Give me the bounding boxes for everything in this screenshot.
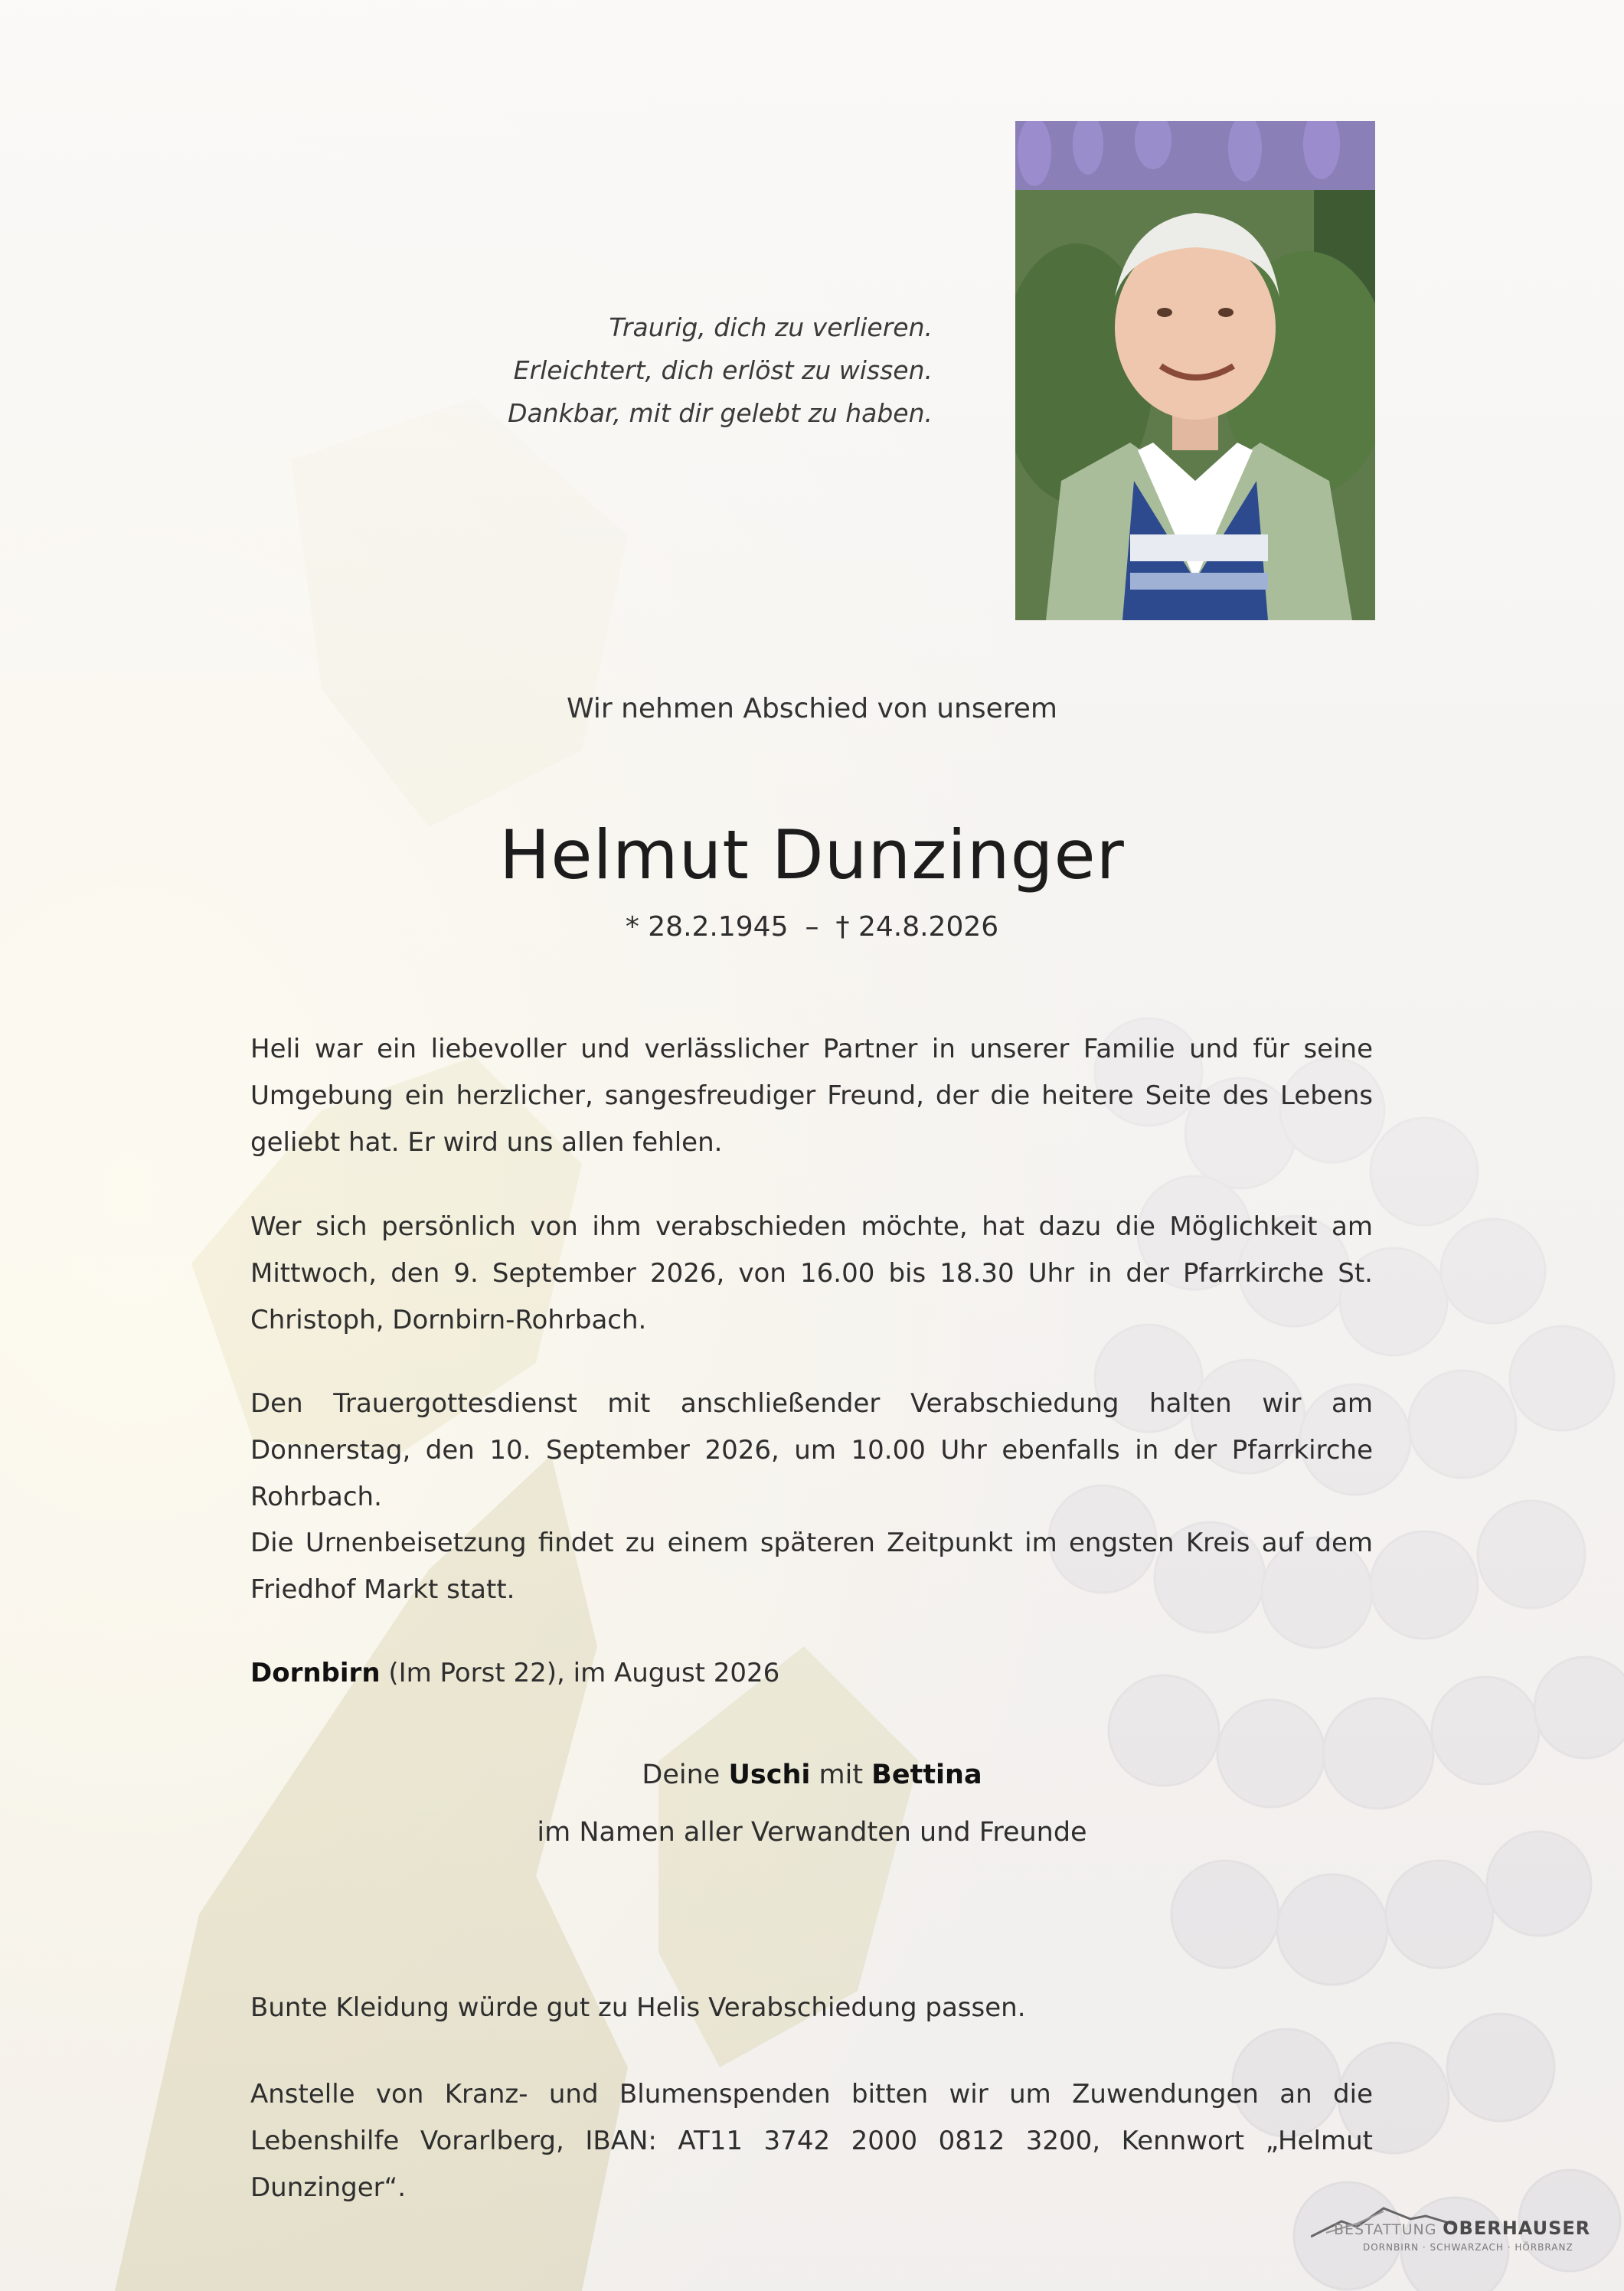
verse-line-1: Traurig, dich zu verlieren.: [609, 312, 933, 342]
signature-relatives: im Namen aller Verwandten und Freunde: [537, 1817, 1087, 1848]
deceased-name: Helmut Dunzinger: [499, 815, 1125, 894]
birth-date: * 28.2.1945: [625, 911, 789, 943]
logo-brand: OBERHAUSER: [1443, 2217, 1591, 2239]
place-and-date: [250, 1650, 1373, 1697]
burial-paragraph: Die Urnenbeisetzung findet zu einem späteren Zeitpunkt im engsten Kreis auf dem Friedhof Markt statt.: [250, 1528, 1373, 1605]
life-dates: [0, 911, 1624, 943]
portrait-photo: [1015, 121, 1375, 620]
death-date: † 24.8.2026: [835, 911, 999, 943]
verse-line-3: Dankbar, mit dir gelebt zu haben.: [508, 398, 933, 428]
verse-line-2: Erleichtert, dich erlöst zu wissen.: [513, 355, 933, 385]
signature-name-2: Bettina: [871, 1760, 982, 1790]
logo-wordmark: [1334, 2217, 1590, 2239]
viewing-paragraph: Wer sich persönlich von ihm verabschieden möchte, hat dazu die Möglichkeit am Mittwoch, den 9. September 2026, von 16.00 bis 18.30 Uhr in der Pfarrkirche St. Christoph, Dornbirn-Rohrbach.: [250, 1211, 1373, 1335]
place-rest: (Im Porst 22), im August 2026: [380, 1658, 780, 1688]
date-separator: –: [805, 911, 819, 943]
place-city: Dornbirn: [250, 1658, 381, 1688]
signature-name-1: Uschi: [728, 1760, 811, 1790]
tribute-paragraph: Heli war ein liebevoller und verlässlicher Partner in unserer Familie und für seine Umgebung ein herzlicher, sangesfreudiger Freund, der die heitere Seite des Lebens geliebt hat. Er wird uns allen fehlen.: [250, 1034, 1373, 1158]
logo-prefix: BESTATTUNG: [1334, 2221, 1437, 2238]
logo-locations: DORNBIRN · SCHWARZACH · HÖRBRANZ: [1363, 2242, 1573, 2253]
donation-note: Anstelle von Kranz- und Blumenspenden bitten wir um Zuwendungen an die Lebenshilfe Vorarlberg, IBAN: AT11 3742 2000 0812 3200, Kennwort „Helmut Dunzinger“.: [250, 2079, 1373, 2203]
funeral-home-logo: [1311, 2202, 1591, 2263]
signature-deine: Deine: [642, 1760, 729, 1790]
memorial-verse: [368, 306, 933, 435]
service-paragraph: Den Trauergottesdienst mit anschließender Verabschiedung halten wir am Donnerstag, den 10. September 2026, um 10.00 Uhr ebenfalls in der Pfarrkirche Rohrbach.: [250, 1388, 1373, 1512]
intro-line: Wir nehmen Abschied von unserem: [567, 693, 1057, 724]
clothing-note: Bunte Kleidung würde gut zu Helis Verabschiedung passen.: [250, 1992, 1026, 2023]
signature-line: [0, 1760, 1624, 1790]
signature-mit: mit: [810, 1760, 872, 1790]
